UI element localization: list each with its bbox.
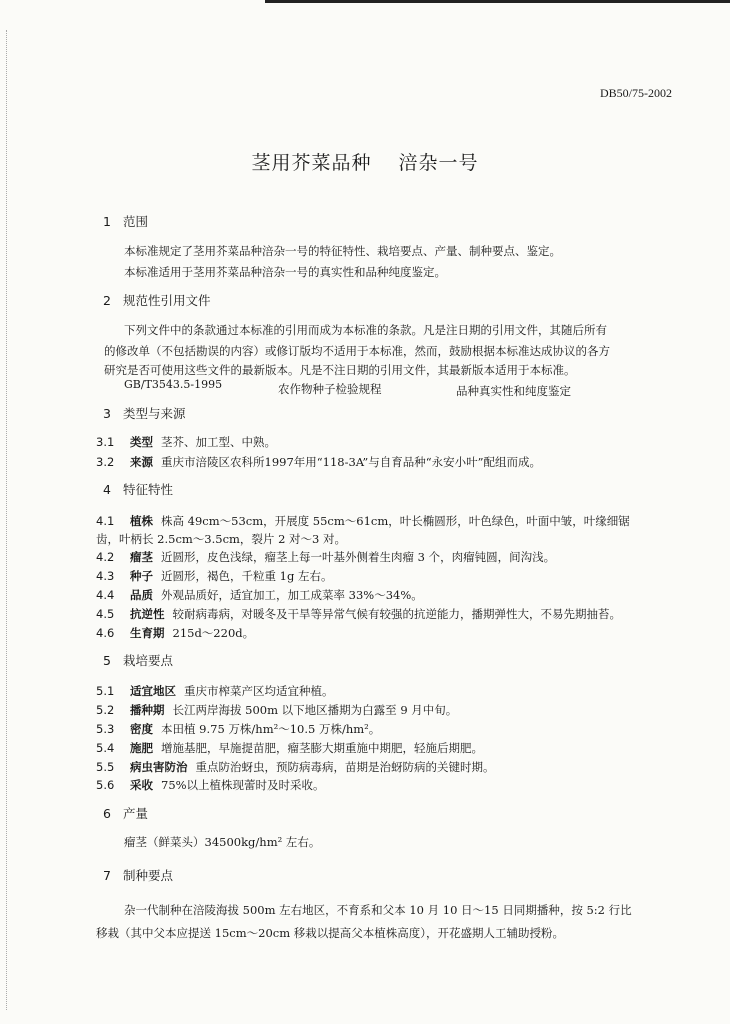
section-6-heading: 6 产量 <box>103 806 149 821</box>
section-4-heading: 4 特征特性 <box>103 482 174 497</box>
section-3-heading: 3 类型与来源 <box>103 406 186 421</box>
section-5-heading: 5 栽培要点 <box>103 653 174 668</box>
item-4-2: 4.2 瘤茎 近圆形，皮色浅绿，瘤茎上每一叶基外侧着生肉瘤 3 个，肉瘤钝圆，间沟浅。 <box>96 550 556 564</box>
item-5-5: 5.5 病虫害防治 重点防治蚜虫，预防病毒病，苗期是治蚜防病的关键时期。 <box>96 760 495 774</box>
item-4-4: 4.4 品质 外观品质好，适宜加工，加工成菜率 33%～34%。 <box>96 588 423 602</box>
item-5-4: 5.4 施肥 增施基肥，早施提苗肥，瘤茎膨大期重施中期肥，轻施后期肥。 <box>96 741 483 755</box>
ref-sub: 品种真实性和纯度鉴定 <box>456 384 571 398</box>
section-7-heading: 7 制种要点 <box>103 868 174 883</box>
s1-para-1: 本标准规定了茎用芥菜品种涪杂一号的特征特性、栽培要点、产量、制种要点、鉴定。 <box>124 244 561 258</box>
ref-code: GB/T3543.5-1995 <box>124 378 223 391</box>
title-sub: 涪杂一号 <box>398 152 479 174</box>
item-3-2: 3.2 来源 重庆市涪陵区农科所1997年用“118-3A”与自育品种“永安小叶”配组而成。 <box>96 455 542 469</box>
s6-para-1: 瘤茎（鲜菜头）34500kg/hm² 左右。 <box>124 835 321 849</box>
item-5-2: 5.2 播种期 长江两岸海拔 500m 以下地区播期为白露至 9 月中旬。 <box>96 703 458 717</box>
s7-para-2: 移栽（其中父本应提送 15cm～20cm 移栽以提高父本植株高度），开花盛期人工辅助授粉。 <box>96 926 565 940</box>
s2-para-1: 下列文件中的条款通过本标准的引用而成为本标准的条款。凡是注日期的引用文件，其随后所有 <box>124 323 607 337</box>
s1-para-2: 本标准适用于茎用芥菜品种涪杂一号的真实性和品种纯度鉴定。 <box>124 265 446 279</box>
item-5-1: 5.1 适宜地区 重庆市榨菜产区均适宜种植。 <box>96 684 334 698</box>
item-5-3: 5.3 密度 本田植 9.75 万株/hm²～10.5 万株/hm²。 <box>96 722 381 736</box>
item-4-3: 4.3 种子 近圆形，褐色，千粒重 1g 左右。 <box>96 569 333 583</box>
s2-para-3: 研究是否可使用这些文件的最新版本。凡是不注日期的引用文件，其最新版本适用于本标准。 <box>104 363 576 377</box>
section-1-heading: 1 范围 <box>103 214 149 229</box>
scan-edge <box>6 30 8 1010</box>
doc-code: DB50/75-2002 <box>600 86 672 100</box>
item-4-1-cont: 齿，叶柄长 2.5cm～3.5cm，裂片 2 对～3 对。 <box>96 532 347 546</box>
item-4-1: 4.1 植株 株高 49cm～53cm，开展度 55cm～61cm，叶长椭圆形，叶色绿色，叶面中皱，叶缘细锯 <box>96 514 630 528</box>
item-3-1: 3.1 类型 茎芥、加工型、中熟。 <box>96 435 276 449</box>
title-main: 茎用芥菜品种 <box>251 152 372 174</box>
top-rule <box>265 0 730 3</box>
s7-para-1: 杂一代制种在涪陵海拔 500m 左右地区，不育系和父本 10 月 10 日～15 日同期播种，按 5:2 行比 <box>124 903 632 917</box>
item-4-5: 4.5 抗逆性 较耐病毒病，对暖冬及干旱等异常气候有较强的抗逆能力，播期弹性大，不易先期抽苔。 <box>96 607 621 621</box>
item-4-6: 4.6 生育期 215d～220d。 <box>96 626 255 640</box>
ref-name: 农作物种子检验规程 <box>278 382 382 396</box>
s2-para-2: 的修改单（不包括勘误的内容）或修订版均不适用于本标准，然而，鼓励根据本标准达成协议的各方 <box>104 344 610 358</box>
page-title <box>0 148 730 175</box>
section-2-heading: 2 规范性引用文件 <box>103 293 211 308</box>
item-5-6: 5.6 采收 75%以上植株现蕾时及时采收。 <box>96 778 325 792</box>
